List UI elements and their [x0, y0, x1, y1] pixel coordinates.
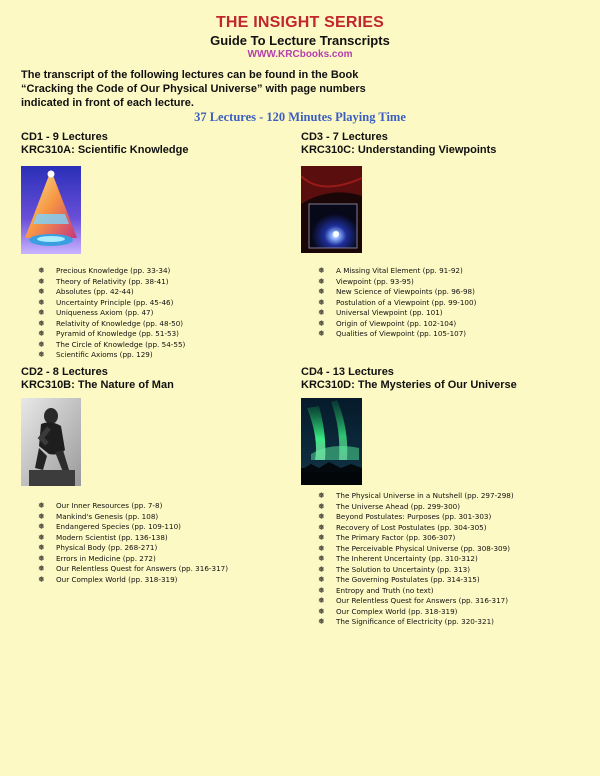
list-item: [318, 575, 514, 586]
list-item: [38, 319, 185, 330]
snowflake-bullet-icon: ❅: [318, 318, 325, 328]
lecture-title: New Science of Viewpoints (pp. 96-98): [336, 287, 475, 296]
snowflake-bullet-icon: ❅: [38, 511, 45, 521]
snowflake-bullet-icon: ❅: [318, 308, 325, 318]
cd1-code-title: KRC310A: Scientific Knowledge: [21, 144, 189, 156]
snowflake-bullet-icon: ❅: [38, 553, 45, 563]
cd4-code-title: KRC310D: The Mysteries of Our Universe: [301, 379, 517, 391]
lecture-title: The Physical Universe in a Nutshell (pp. 297-298): [336, 491, 514, 500]
list-item: [38, 298, 185, 309]
snowflake-bullet-icon: ❅: [38, 522, 45, 532]
lecture-title: Uniqueness Axiom (pp. 47): [56, 308, 154, 317]
lecture-title: Mankind's Genesis (pp. 108): [56, 511, 159, 521]
list-item: [38, 340, 185, 351]
lecture-title: The Governing Postulates (pp. 314-315): [336, 575, 480, 584]
viewpoint-artwork: [301, 166, 362, 253]
list-item: [38, 329, 185, 340]
snowflake-bullet-icon: ❅: [38, 532, 45, 542]
list-item: [318, 586, 514, 597]
lecture-title: Our Relentless Quest for Answers (pp. 316-317): [336, 596, 509, 605]
snowflake-bullet-icon: ❅: [38, 564, 45, 574]
cd3-count: CD3 - 7 Lectures: [301, 131, 388, 143]
lecture-title: Endangered Species (pp. 109-110): [56, 522, 181, 531]
list-item: [38, 277, 185, 288]
list-item: [38, 287, 185, 298]
lecture-title: Beyond Postulates: Purposes (pp. 301-303): [336, 512, 492, 521]
snowflake-bullet-icon: ❅: [318, 617, 325, 627]
series-title: THE INSIGHT SERIES: [215, 14, 385, 31]
cd2-lecture-list: [38, 501, 228, 585]
lecture-title: Relativity of Knowledge (pp. 48-50): [56, 318, 184, 328]
snowflake-bullet-icon: ❅: [38, 287, 45, 297]
snowflake-bullet-icon: ❅: [38, 350, 45, 360]
cd1-count: CD1 - 9 Lectures: [21, 131, 108, 143]
list-item: [38, 501, 228, 512]
list-item: [318, 491, 514, 502]
lecture-title: A Missing Vital Element (pp. 91-92): [336, 266, 463, 275]
snowflake-bullet-icon: ❅: [318, 512, 325, 522]
snowflake-bullet-icon: ❅: [318, 276, 325, 286]
snowflake-bullet-icon: ❅: [318, 533, 325, 543]
cd2-code-title: KRC310B: The Nature of Man: [21, 379, 174, 391]
aurora-photo: [301, 398, 362, 485]
snowflake-bullet-icon: ❅: [38, 543, 45, 553]
cd3-lecture-list: [318, 266, 476, 340]
list-item: [38, 308, 185, 319]
list-item: [318, 554, 514, 565]
snowflake-bullet-icon: ❅: [318, 287, 325, 297]
snowflake-bullet-icon: ❅: [318, 501, 325, 511]
snowflake-bullet-icon: ❅: [38, 339, 45, 349]
list-item: [318, 533, 514, 544]
lecture-summary: 37 Lectures - 120 Minutes Playing Time: [194, 110, 406, 124]
lecture-title: The Perceivable Physical Universe (pp. 308-309): [336, 543, 510, 553]
cd1-lecture-list: [38, 266, 185, 361]
list-item: [38, 554, 228, 565]
lecture-title: Theory of Relativity (pp. 38-41): [56, 276, 169, 286]
intro-paragraph: The transcript of the following lectures can be found in the Book “Cracking the Code of Our Physical Universe” with page numbers indicated in front of each lecture.: [21, 69, 366, 109]
cd4-count: CD4 - 13 Lectures: [301, 366, 394, 378]
snowflake-bullet-icon: ❅: [38, 297, 45, 307]
list-item: [318, 502, 514, 513]
lecture-title: Physical Body (pp. 268-271): [56, 543, 158, 552]
lecture-title: Qualities of Viewpoint (pp. 105-107): [336, 329, 467, 338]
snowflake-bullet-icon: ❅: [318, 564, 325, 574]
lecture-title: Viewpoint (pp. 93-95): [336, 276, 414, 286]
lecture-title: Absolutes (pp. 42-44): [56, 287, 134, 296]
snowflake-bullet-icon: ❅: [38, 266, 45, 276]
snowflake-bullet-icon: ❅: [38, 574, 45, 584]
list-item: [318, 565, 514, 576]
lecture-title: The Circle of Knowledge (pp. 54-55): [56, 339, 186, 349]
list-item: [318, 512, 514, 523]
list-item: [318, 319, 476, 330]
snowflake-bullet-icon: ❅: [318, 329, 325, 339]
snowflake-bullet-icon: ❅: [318, 606, 325, 616]
cd1-heading: [21, 131, 188, 157]
list-item: [318, 298, 476, 309]
snowflake-bullet-icon: ❅: [318, 596, 325, 606]
snowflake-bullet-icon: ❅: [318, 522, 325, 532]
lecture-title: Modern Scientist (pp. 136-138): [56, 532, 168, 542]
lecture-title: Pyramid of Knowledge (pp. 51-53): [56, 329, 179, 338]
list-item: [318, 617, 514, 628]
snowflake-bullet-icon: ❅: [38, 276, 45, 286]
lecture-title: Entropy and Truth (no text): [336, 585, 434, 595]
lecture-title: The Inherent Uncertainty (pp. 310-312): [336, 554, 478, 563]
list-item: [38, 512, 228, 523]
cd2-count: CD2 - 8 Lectures: [21, 366, 108, 378]
lecture-title: Scientific Axioms (pp. 129): [56, 350, 153, 359]
lecture-title: Our Relentless Quest for Answers (pp. 316-317): [56, 564, 229, 573]
lecture-title: The Solution to Uncertainty (pp. 313): [336, 564, 471, 574]
snowflake-bullet-icon: ❅: [38, 501, 45, 511]
snowflake-bullet-icon: ❅: [38, 308, 45, 318]
list-item: [318, 523, 514, 534]
pyramid-artwork: [21, 166, 81, 254]
lecture-title: Our Complex World (pp. 318-319): [336, 606, 458, 616]
list-item: [318, 277, 476, 288]
snowflake-bullet-icon: ❅: [318, 554, 325, 564]
cd4-heading: [301, 366, 517, 392]
list-item: [318, 544, 514, 555]
list-item: [318, 607, 514, 618]
lecture-title: Postulation of a Viewpoint (pp. 99-100): [336, 297, 477, 307]
lecture-title: Recovery of Lost Postulates (pp. 304-305): [336, 522, 487, 532]
snowflake-bullet-icon: ❅: [38, 318, 45, 328]
list-item: [318, 329, 476, 340]
lecture-title: The Significance of Electricity (pp. 320-321): [336, 617, 494, 626]
cd4-lecture-list: [318, 491, 514, 628]
list-item: [38, 522, 228, 533]
snowflake-bullet-icon: ❅: [318, 297, 325, 307]
lecture-title: Uncertainty Principle (pp. 45-46): [56, 297, 174, 307]
list-item: [318, 287, 476, 298]
list-item: [318, 266, 476, 277]
snowflake-bullet-icon: ❅: [318, 575, 325, 585]
snowflake-bullet-icon: ❅: [318, 543, 325, 553]
list-item: [38, 350, 185, 361]
list-item: [38, 533, 228, 544]
list-item: [38, 564, 228, 575]
snowflake-bullet-icon: ❅: [318, 585, 325, 595]
lecture-title: The Primary Factor (pp. 306-307): [336, 533, 456, 542]
list-item: [318, 596, 514, 607]
lecture-title: Our Complex World (pp. 318-319): [56, 574, 178, 584]
lecture-title: Our Inner Resources (pp. 7-8): [56, 501, 163, 510]
cd3-code-title: KRC310C: Understanding Viewpoints: [301, 144, 497, 156]
snowflake-bullet-icon: ❅: [318, 266, 325, 276]
lecture-title: Errors in Medicine (pp. 272): [56, 553, 156, 563]
snowflake-bullet-icon: ❅: [38, 329, 45, 339]
lecture-title: Universal Viewpoint (pp. 101): [336, 308, 443, 317]
list-item: [38, 575, 228, 586]
cd2-heading: [21, 366, 174, 392]
snowflake-bullet-icon: ❅: [318, 491, 325, 501]
guide-title: Guide To Lecture Transcripts: [210, 33, 390, 48]
list-item: [318, 308, 476, 319]
cd3-heading: [301, 131, 496, 157]
lecture-title: Precious Knowledge (pp. 33-34): [56, 266, 171, 275]
lecture-title: Origin of Viewpoint (pp. 102-104): [336, 318, 457, 328]
thinker-statue-photo: [21, 398, 81, 486]
list-item: [38, 266, 185, 277]
lecture-title: The Universe Ahead (pp. 299-300): [336, 501, 461, 511]
list-item: [38, 543, 228, 554]
website-link[interactable]: WWW.KRCbooks.com: [247, 49, 353, 60]
